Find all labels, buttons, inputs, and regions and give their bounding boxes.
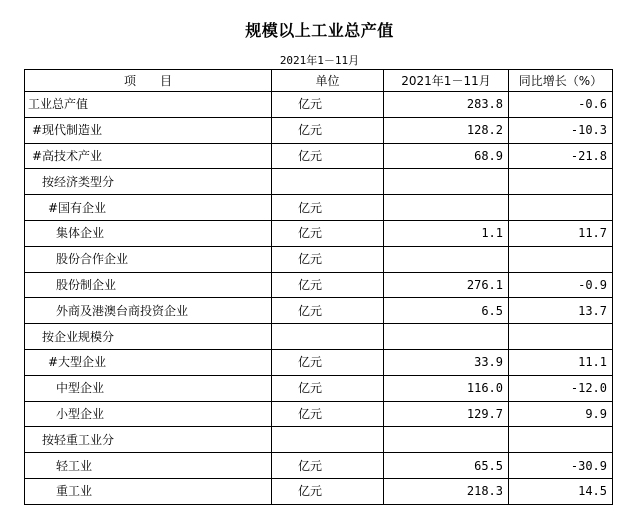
header-row xyxy=(25,70,613,92)
row-item: #国有企业 xyxy=(25,195,272,221)
row-value: 276.1 xyxy=(384,272,509,298)
row-growth xyxy=(509,324,613,350)
row-unit: 亿元 xyxy=(272,401,384,427)
row-growth: -0.6 xyxy=(509,92,613,118)
row-unit: 亿元 xyxy=(272,220,384,246)
row-unit: 亿元 xyxy=(272,478,384,504)
row-growth: 11.7 xyxy=(509,220,613,246)
header-growth: 同比增长（%） xyxy=(509,70,613,92)
table-row xyxy=(25,143,613,169)
page-title: 规模以上工业总产值 xyxy=(245,21,394,40)
row-value xyxy=(384,246,509,272)
period-subtitle: 2021年1－11月 xyxy=(279,54,360,67)
row-growth xyxy=(509,169,613,195)
row-growth xyxy=(509,427,613,453)
table-row xyxy=(25,401,613,427)
row-unit: 亿元 xyxy=(272,453,384,479)
row-value: 33.9 xyxy=(384,349,509,375)
row-unit: 亿元 xyxy=(272,117,384,143)
row-growth: -30.9 xyxy=(509,453,613,479)
row-value: 1.1 xyxy=(384,220,509,246)
row-unit: 亿元 xyxy=(272,349,384,375)
table-row xyxy=(25,375,613,401)
header-item: 项 目 xyxy=(25,70,272,92)
row-value: 128.2 xyxy=(384,117,509,143)
row-item: 中型企业 xyxy=(25,375,272,401)
row-unit xyxy=(272,324,384,350)
row-item: 小型企业 xyxy=(25,401,272,427)
row-value: 129.7 xyxy=(384,401,509,427)
row-item: 轻工业 xyxy=(25,453,272,479)
table-row xyxy=(25,272,613,298)
row-item: 按轻重工业分 xyxy=(25,427,272,453)
row-unit xyxy=(272,427,384,453)
row-value: 218.3 xyxy=(384,478,509,504)
row-growth xyxy=(509,195,613,221)
table-row xyxy=(25,427,613,453)
row-growth: 9.9 xyxy=(509,401,613,427)
table-row xyxy=(25,92,613,118)
table-row xyxy=(25,246,613,272)
row-item: 集体企业 xyxy=(25,220,272,246)
row-item: #大型企业 xyxy=(25,349,272,375)
table-row xyxy=(25,298,613,324)
row-unit: 亿元 xyxy=(272,143,384,169)
row-item: 按企业规模分 xyxy=(25,324,272,350)
row-unit: 亿元 xyxy=(272,272,384,298)
row-item: 重工业 xyxy=(25,478,272,504)
row-growth: -10.3 xyxy=(509,117,613,143)
row-unit: 亿元 xyxy=(272,375,384,401)
row-item: 股份制企业 xyxy=(25,272,272,298)
row-growth: -21.8 xyxy=(509,143,613,169)
row-item: 按经济类型分 xyxy=(25,169,272,195)
row-growth: 13.7 xyxy=(509,298,613,324)
industrial-output-table xyxy=(24,69,613,505)
row-unit xyxy=(272,169,384,195)
row-growth: -0.9 xyxy=(509,272,613,298)
row-value xyxy=(384,427,509,453)
header-unit: 单位 xyxy=(272,70,384,92)
row-value: 65.5 xyxy=(384,453,509,479)
row-item: #现代制造业 xyxy=(25,117,272,143)
header-value: 2021年1－11月 xyxy=(384,70,509,92)
row-unit: 亿元 xyxy=(272,298,384,324)
row-item: 外商及港澳台商投资企业 xyxy=(25,298,272,324)
row-value: 116.0 xyxy=(384,375,509,401)
table-row xyxy=(25,220,613,246)
row-item: 股份合作企业 xyxy=(25,246,272,272)
row-item: 工业总产值 xyxy=(25,92,272,118)
table-row xyxy=(25,324,613,350)
row-value xyxy=(384,324,509,350)
row-growth xyxy=(509,246,613,272)
table-row xyxy=(25,195,613,221)
row-unit: 亿元 xyxy=(272,195,384,221)
row-unit: 亿元 xyxy=(272,246,384,272)
row-growth: 11.1 xyxy=(509,349,613,375)
table-row xyxy=(25,117,613,143)
row-value: 68.9 xyxy=(384,143,509,169)
row-growth: -12.0 xyxy=(509,375,613,401)
row-value xyxy=(384,195,509,221)
table-row xyxy=(25,169,613,195)
row-value: 283.8 xyxy=(384,92,509,118)
row-item: #高技术产业 xyxy=(25,143,272,169)
table-row xyxy=(25,453,613,479)
row-growth: 14.5 xyxy=(509,478,613,504)
row-value: 6.5 xyxy=(384,298,509,324)
table-row xyxy=(25,349,613,375)
row-value xyxy=(384,169,509,195)
table-row xyxy=(25,478,613,504)
row-unit: 亿元 xyxy=(272,92,384,118)
